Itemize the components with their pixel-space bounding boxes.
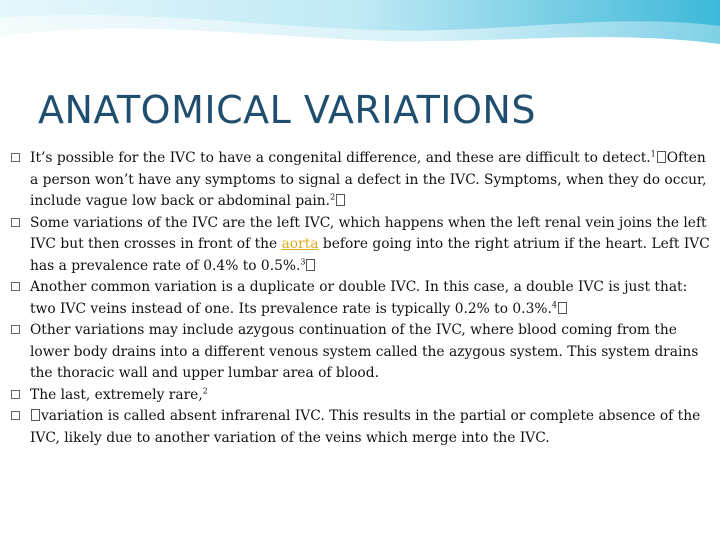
bullet-text: Other variations may include azygous continuation of the IVC, where blood coming from the lower body drains into a different venous system called the azygous system. This system drains the thoracic wall and upper lumbar area of blood. — [30, 322, 699, 381]
bullet-double-ivc — [10, 277, 714, 320]
bullet-rare — [10, 385, 714, 407]
bullet-text: It’s possible for the IVC to have a congenital difference, and these are difficult to detect. — [30, 150, 651, 166]
missing-glyph-icon — [31, 409, 40, 421]
missing-glyph-icon — [306, 259, 315, 271]
bullet-absent-infrarenal — [10, 406, 714, 449]
bullet-list — [10, 148, 714, 449]
bullet-left-ivc — [10, 213, 714, 278]
aorta-link[interactable]: aorta — [281, 236, 319, 252]
missing-glyph-icon — [336, 194, 345, 206]
citation-superscript: 3 — [300, 256, 306, 266]
bullet-box-icon — [11, 325, 20, 334]
citation-superscript: 1 — [650, 149, 656, 159]
bullet-text: Some variations of the IVC are the left IVC, which happens when the left renal vein joins the left IVC but then crosses in front of the — [30, 214, 707, 252]
bullet-azygous — [10, 320, 714, 385]
citation-superscript: 2 — [330, 192, 336, 202]
bullet-box-icon — [11, 411, 20, 420]
bullet-text-continued: before going into the right atrium if the heart. Left IVC has a prevalence rate of 0.4% to 0.5%. — [30, 236, 710, 274]
citation-superscript: 4 — [551, 299, 557, 309]
citation-superscript: 2 — [202, 385, 208, 395]
missing-glyph-icon — [657, 151, 666, 163]
bullet-text: variation is called absent infrarenal IVC. This results in the partial or complete absence of the IVC, likely due to another variation of the veins which merge into the IVC. — [30, 408, 701, 446]
missing-glyph-icon — [558, 302, 567, 314]
bullet-box-icon — [11, 218, 20, 227]
bullet-box-icon — [11, 282, 20, 291]
bullet-text: Another common variation is a duplicate or double IVC. In this case, a double IVC is just that: two IVC veins instead of one. Its prevalence rate is typically 0.2% to 0.3%. — [30, 279, 688, 317]
bullet-box-icon — [11, 390, 20, 399]
slide-title: ANATOMICAL VARIATIONS — [38, 88, 536, 132]
bullet-congenital — [10, 148, 714, 213]
bullet-box-icon — [11, 153, 20, 162]
header-wave-decoration — [0, 0, 720, 90]
bullet-text: The last, extremely rare, — [30, 386, 203, 403]
bullet-text-continued: Often a person won’t have any symptoms to signal a defect in the IVC. Symptoms, when they do occur, include vague low back or abdominal pain. — [30, 150, 707, 209]
